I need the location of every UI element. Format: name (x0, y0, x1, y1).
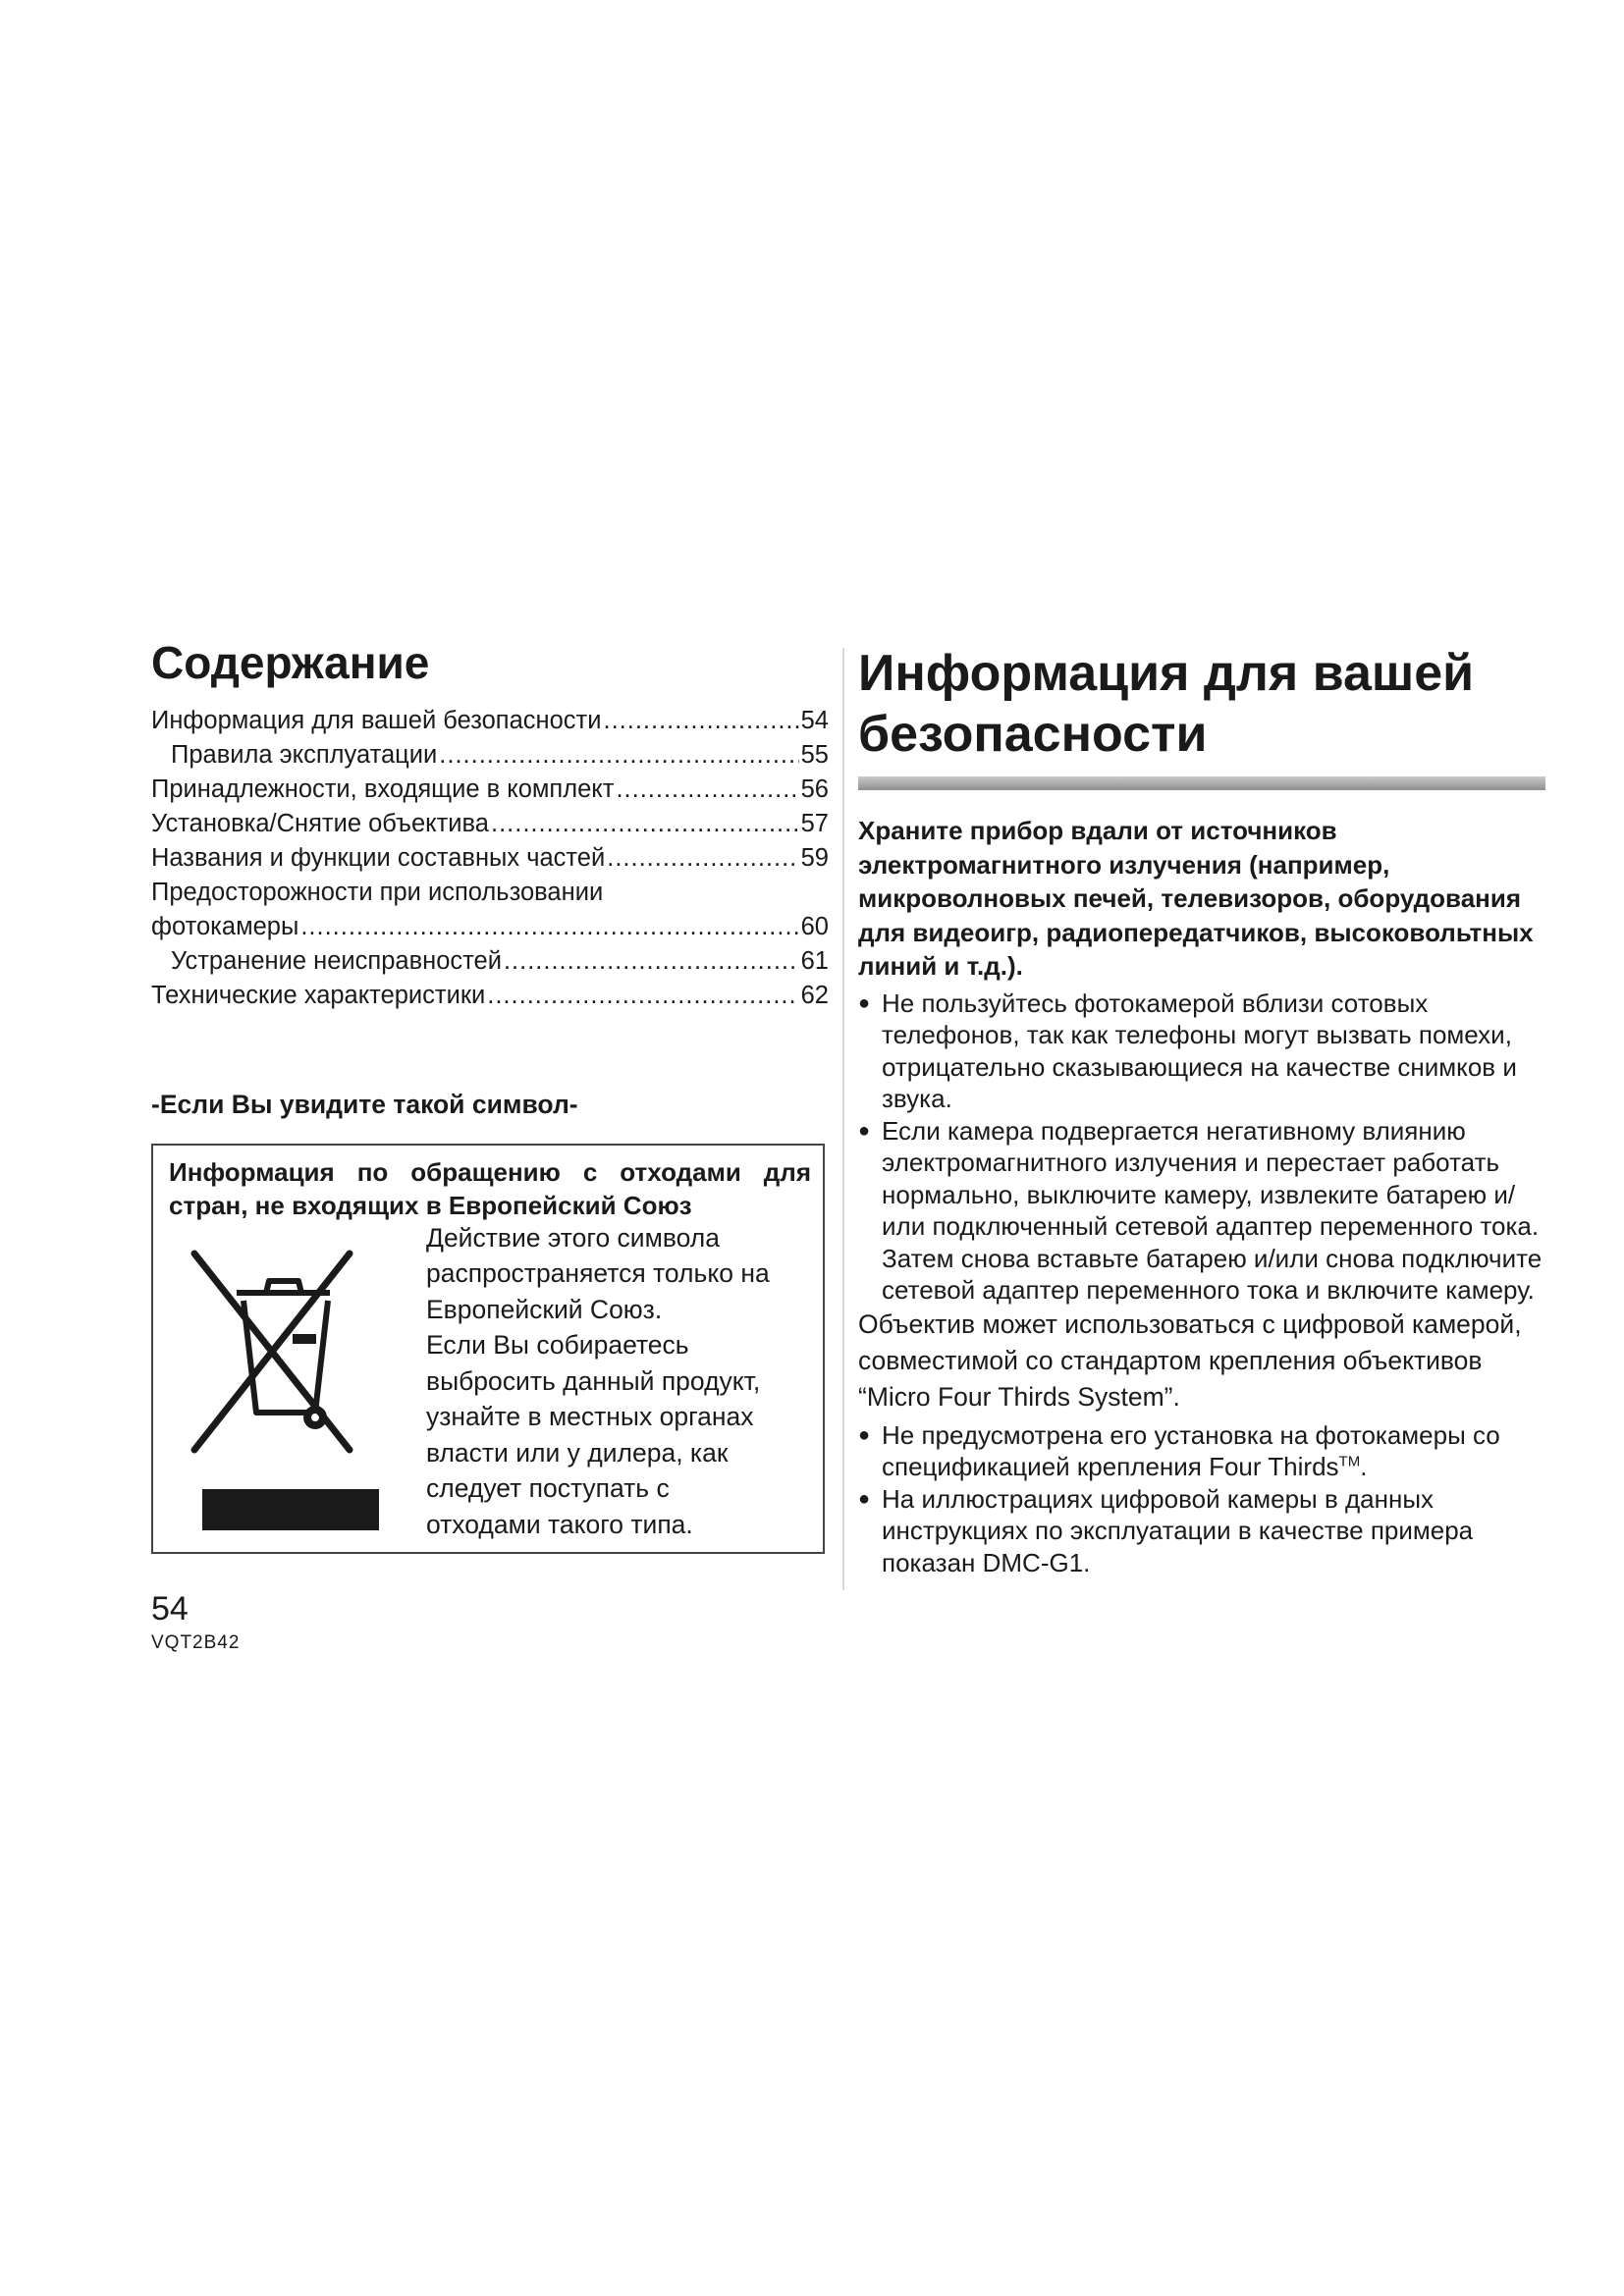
black-bar (202, 1489, 379, 1530)
toc-item-label: фотокамеры (151, 912, 299, 940)
compatibility-bullets (858, 1419, 1545, 1579)
toc-item[interactable] (151, 738, 829, 773)
toc-item[interactable] (151, 979, 829, 1013)
toc-item-page: 56 (800, 774, 829, 803)
symbol-heading: -Если Вы увидите такой символ- (151, 1089, 578, 1119)
toc-item-label: Названия и функции составных частей (151, 843, 606, 872)
trademark-sup: TM (1338, 1453, 1361, 1470)
toc-item-label: Установка/Снятие объектива (151, 809, 489, 837)
toc-item-label: Правила эксплуатации (171, 740, 438, 769)
toc-item-page: 55 (800, 740, 829, 769)
left-column (151, 638, 829, 1554)
waste-disposal-box (151, 1144, 825, 1554)
toc-item[interactable] (151, 773, 829, 807)
toc-item[interactable] (151, 944, 829, 979)
safety-bullets (858, 988, 1545, 1307)
column-divider (842, 648, 844, 1590)
toc-item-label: Предосторожности при использовании (151, 878, 604, 906)
toc-item-page: 62 (800, 981, 829, 1009)
contents-title: Содержание (151, 637, 430, 688)
list-item: ● Не предусмотрена его установка на фотокамеры со спецификацией крепления Four Thirds™. (858, 1419, 1545, 1483)
right-column (858, 643, 1545, 1578)
safety-title: Информация для вашей безопасности (858, 645, 1475, 763)
list-item: ● На иллюстрациях цифровой камеры в данных инструкциях по эксплуатации в качестве примера показан DMC-G1. (858, 1483, 1545, 1579)
title-rule (858, 776, 1545, 790)
waste-description: Действие этого символа распространяется только на Европейский Союз. Если Вы собираетесь выбросить данный продукт, узнайте в местных органах власти или у дилера, как следует поступать с отходами такого типа. (426, 1222, 770, 1539)
toc-item-label: Информация для вашей безопасности (151, 706, 602, 734)
lens-compatibility-paragraph: Объектив может использоваться с цифровой камерой, совместимой со стандартом крепления объективов “Micro Four Thirds System”. (858, 1308, 1522, 1412)
list-item: ● Если камера подвергается негативному влиянию электромагнитного излучения и перестает работать нормально, выключите камеру, извлеките батарею и/или подключенный сетевой адаптер переменного тока. Затем снова вставьте батарею и/или снова подключите сетевой адаптер переменного тока и включите камеру. (858, 1115, 1545, 1307)
toc-item-page: 54 (800, 706, 829, 734)
toc-item-label: Устранение неисправностей (171, 946, 502, 975)
toc-item-label: Технические характеристики (151, 981, 486, 1009)
toc-item-page: 61 (800, 946, 829, 975)
safety-warning-intro: Храните прибор вдали от источников электромагнитного излучения (например, микроволновых печей, телевизоров, оборудования для видеоигр, радиопередатчиков, высоковольтных линий и т.д.). (858, 816, 1534, 981)
toc-item[interactable] (151, 876, 829, 910)
toc-item-page: 59 (800, 843, 829, 872)
page-number: 54 (151, 1590, 189, 1628)
toc-item[interactable] (151, 841, 829, 876)
list-item: ● Не пользуйтесь фотокамерой вблизи сотовых телефонов, так как телефоны могут вызвать помехи, отрицательно сказывающиеся на качестве снимков и звука. (858, 988, 1545, 1115)
document-code: VQT2B42 (151, 1632, 241, 1653)
table-of-contents (151, 704, 829, 1013)
crossed-out-wheelie-bin-icon (183, 1236, 359, 1462)
toc-item[interactable] (151, 807, 829, 841)
toc-item[interactable] (151, 910, 829, 944)
waste-box-title: Информация по обращению с отходами для стран, не входящих в Европейский Союз (169, 1156, 811, 1220)
toc-item-page: 57 (800, 809, 829, 837)
toc-item-label: Принадлежности, входящие в комплект (151, 774, 615, 803)
toc-item-page: 60 (800, 912, 829, 940)
toc-item[interactable] (151, 704, 829, 738)
